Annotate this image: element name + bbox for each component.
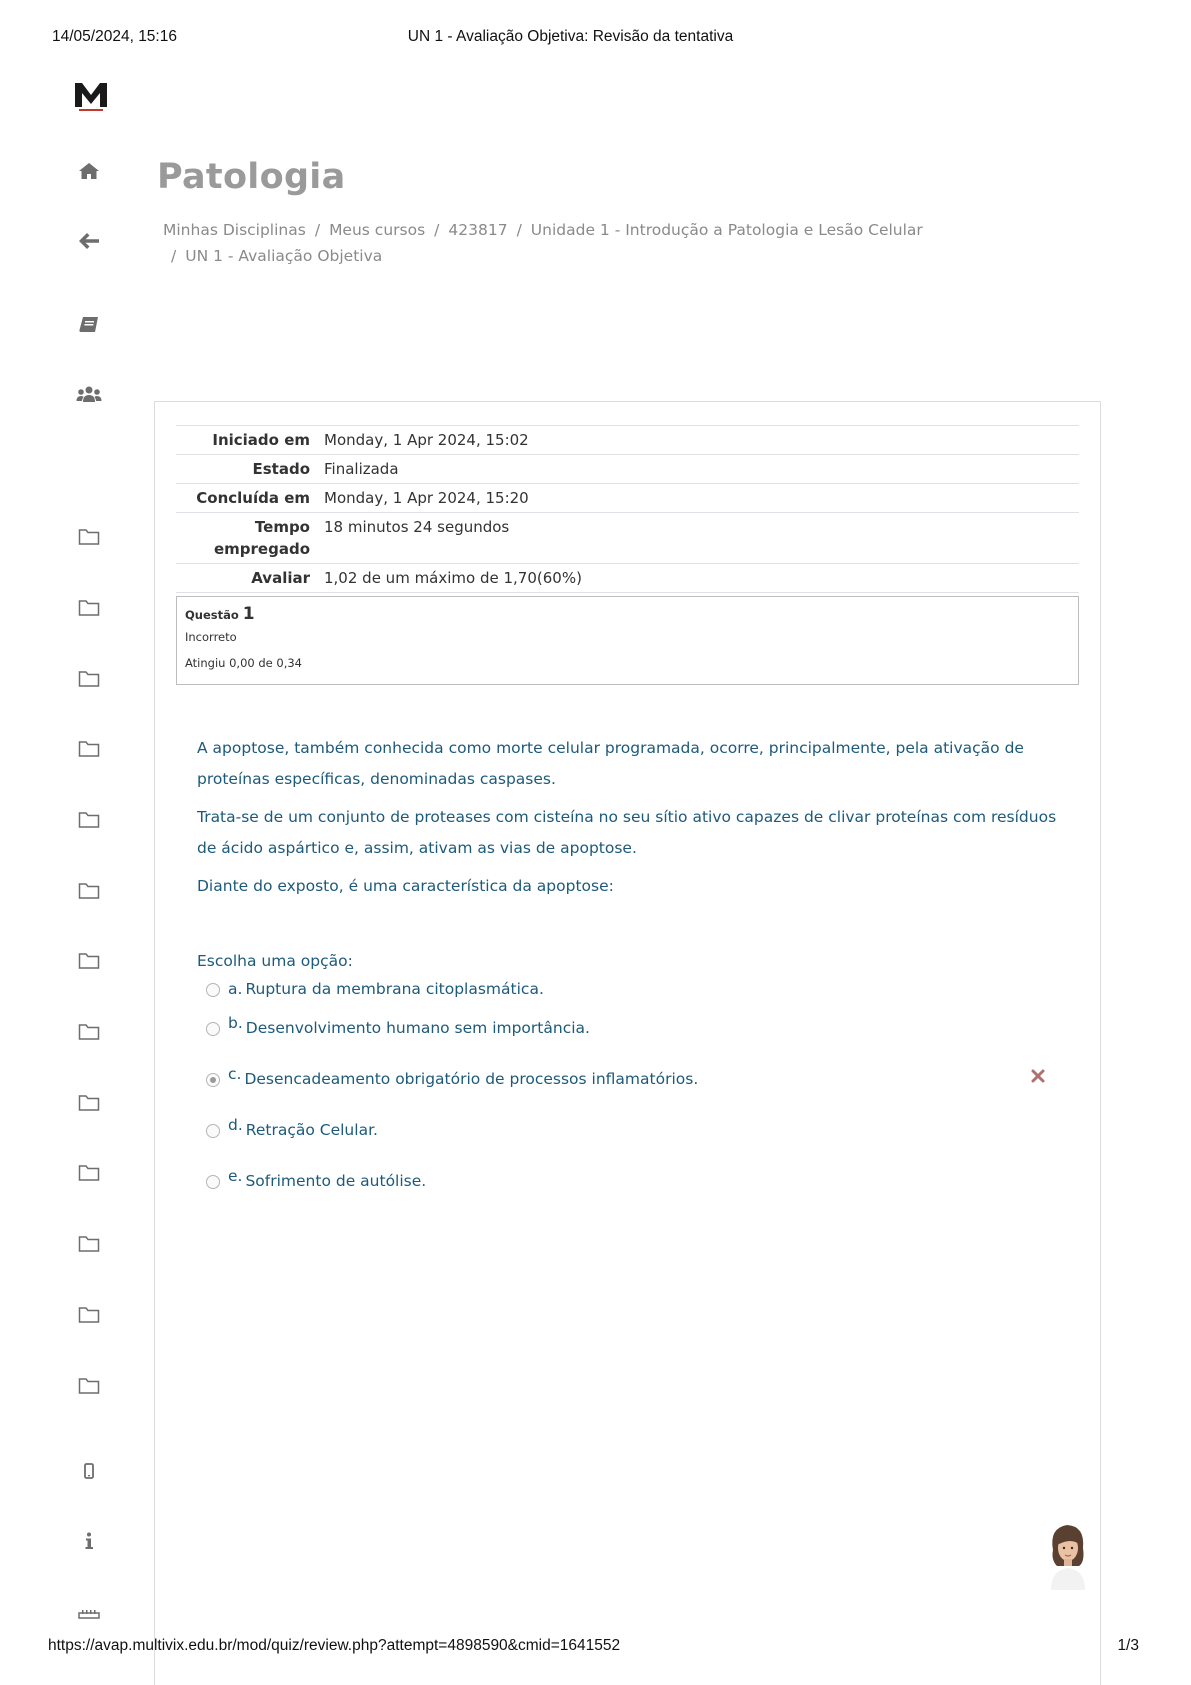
answer-text: Ruptura da membrana citoplasmática. — [245, 980, 544, 998]
nav-back[interactable] — [76, 228, 102, 254]
answer-option-a[interactable] — [206, 980, 544, 998]
answer-text: Sofrimento de autólise. — [245, 1172, 427, 1190]
attempt-summary-table — [176, 425, 1079, 593]
logo-icon — [74, 80, 108, 112]
users-icon — [76, 385, 102, 405]
page-title: Patologia — [157, 157, 346, 197]
print-title-text: UN 1 - Avaliação Objetiva: Revisão da tentativa — [407, 28, 734, 45]
radio-button[interactable] — [206, 1175, 220, 1189]
breadcrumb-separator: / — [434, 221, 440, 239]
summary-label: Concluída em — [196, 489, 310, 507]
breadcrumb-item-course-id[interactable]: 423817 — [448, 221, 508, 239]
print-page-number: 1/3 — [1117, 1637, 1139, 1654]
nav-participants[interactable] — [76, 382, 102, 408]
folder-icon — [78, 740, 100, 758]
nav-ruler[interactable] — [76, 1605, 102, 1619]
nav-folder-11[interactable] — [76, 1231, 102, 1257]
question-grade: Atingiu 0,00 de 0,34 — [185, 656, 302, 670]
summary-row-grade — [176, 564, 1079, 593]
summary-label: Iniciado em — [212, 431, 310, 449]
question-text — [197, 733, 1077, 909]
nav-home[interactable] — [76, 158, 102, 184]
answer-text: Desenvolvimento humano sem importância. — [245, 1019, 590, 1037]
breadcrumb-row-2 — [163, 243, 963, 269]
summary-value: 1,02 de um máximo de 1,70(60%) — [324, 569, 582, 587]
nav-folder-9[interactable] — [76, 1090, 102, 1116]
summary-label: Estado — [252, 460, 310, 478]
summary-row-time-taken — [176, 513, 1079, 564]
home-icon — [78, 161, 100, 181]
nav-folder-13[interactable] — [76, 1373, 102, 1399]
print-title — [0, 28, 1191, 46]
answer-text: Retração Celular. — [245, 1121, 378, 1139]
breadcrumb-separator: / — [314, 221, 321, 239]
breadcrumb — [163, 217, 963, 269]
times-icon — [1030, 1068, 1046, 1084]
answer-option-e[interactable] — [206, 1167, 427, 1190]
mobile-icon — [82, 1461, 96, 1481]
question-number-value: 1 — [242, 604, 255, 624]
folder-icon — [78, 528, 100, 546]
site-logo[interactable] — [74, 80, 108, 112]
nav-folder-1[interactable] — [76, 524, 102, 550]
summary-label: Tempo empregado — [213, 518, 310, 558]
nav-folder-3[interactable] — [76, 666, 102, 692]
radio-button-selected[interactable] — [206, 1073, 220, 1087]
nav-folder-10[interactable] — [76, 1160, 102, 1186]
summary-value: Finalizada — [324, 460, 399, 478]
question-info-box — [176, 596, 1079, 685]
assistant-avatar[interactable] — [1045, 1520, 1091, 1590]
question-number — [185, 604, 1070, 624]
answer-letter: b. — [228, 1014, 243, 1032]
avatar-icon — [1045, 1520, 1091, 1590]
summary-row-completed — [176, 484, 1079, 513]
nav-folder-4[interactable] — [76, 736, 102, 762]
print-date: 14/05/2024, 15:16 — [52, 28, 177, 45]
folder-icon — [78, 1094, 100, 1112]
folder-icon — [78, 952, 100, 970]
folder-icon — [78, 1306, 100, 1324]
nav-folder-7[interactable] — [76, 948, 102, 974]
summary-row-started — [176, 426, 1079, 455]
question-paragraph: Diante do exposto, é uma característica da apoptose: — [197, 877, 614, 895]
breadcrumb-row-1 — [163, 217, 963, 243]
breadcrumb-separator: / — [171, 247, 177, 265]
summary-row-state — [176, 455, 1079, 484]
answer-option-d[interactable] — [206, 1116, 378, 1139]
breadcrumb-item-avaliacao[interactable]: UN 1 - Avaliação Objetiva — [185, 247, 383, 265]
folder-icon — [78, 1164, 100, 1182]
answer-option-b[interactable] — [206, 1014, 590, 1037]
summary-label: Avaliar — [251, 569, 310, 587]
nav-folder-2[interactable] — [76, 595, 102, 621]
radio-button[interactable] — [206, 1022, 220, 1036]
nav-folder-5[interactable] — [76, 807, 102, 833]
answer-letter: c. — [228, 1065, 242, 1083]
folder-icon — [78, 1235, 100, 1253]
nav-info[interactable] — [76, 1528, 102, 1554]
nav-book[interactable] — [76, 312, 102, 338]
choose-option-prompt: Escolha uma opção: — [197, 952, 353, 970]
question-paragraph: A apoptose, também conhecida como morte celular programada, ocorre, principalmente, pela ativação de proteínas específicas, denominadas caspases. — [197, 739, 1024, 788]
print-header — [0, 28, 1191, 48]
folder-icon — [78, 1377, 100, 1395]
breadcrumb-item-unidade[interactable]: Unidade 1 - Introdução a Patologia e Lesão Celular — [530, 221, 923, 239]
question-label: Questão — [185, 608, 239, 622]
answer-option-c[interactable] — [206, 1065, 699, 1088]
answer-letter: e. — [228, 1167, 243, 1185]
back-arrow-icon — [78, 231, 100, 251]
answer-text: Desencadeamento obrigatório de processos inflamatórios. — [244, 1070, 699, 1088]
radio-button[interactable] — [206, 1124, 220, 1138]
summary-value: Monday, 1 Apr 2024, 15:20 — [324, 489, 529, 507]
answer-letter: d. — [228, 1116, 243, 1134]
answer-letter: a. — [228, 980, 243, 998]
folder-icon — [78, 599, 100, 617]
print-url: https://avap.multivix.edu.br/mod/quiz/review.php?attempt=4898590&cmid=1641552 — [48, 1637, 621, 1654]
nav-mobile-app[interactable] — [76, 1458, 102, 1484]
nav-folder-6[interactable] — [76, 878, 102, 904]
folder-icon — [78, 1023, 100, 1041]
summary-value: 18 minutos 24 segundos — [324, 518, 510, 536]
nav-folder-12[interactable] — [76, 1302, 102, 1328]
summary-value: Monday, 1 Apr 2024, 15:02 — [324, 431, 529, 449]
breadcrumb-separator: / — [516, 221, 522, 239]
folder-icon — [78, 882, 100, 900]
folder-icon — [78, 670, 100, 688]
folder-icon — [78, 811, 100, 829]
breadcrumb-item-cursos[interactable]: Meus cursos — [329, 221, 426, 239]
ruler-icon — [78, 1605, 100, 1619]
incorrect-mark — [1030, 1068, 1046, 1084]
breadcrumb-item-disciplinas[interactable]: Minhas Disciplinas — [163, 221, 306, 239]
question-state: Incorreto — [185, 630, 237, 644]
question-paragraph: Trata-se de um conjunto de proteases com cisteína no seu sítio ativo capazes de clivar proteínas com resíduos de ácido aspártico e, assim, ativam as vias de apoptose. — [197, 808, 1057, 857]
radio-button[interactable] — [206, 983, 220, 997]
quiz-review-card — [154, 401, 1101, 1685]
book-icon — [78, 315, 100, 335]
nav-folder-8[interactable] — [76, 1019, 102, 1045]
info-icon — [82, 1531, 96, 1551]
